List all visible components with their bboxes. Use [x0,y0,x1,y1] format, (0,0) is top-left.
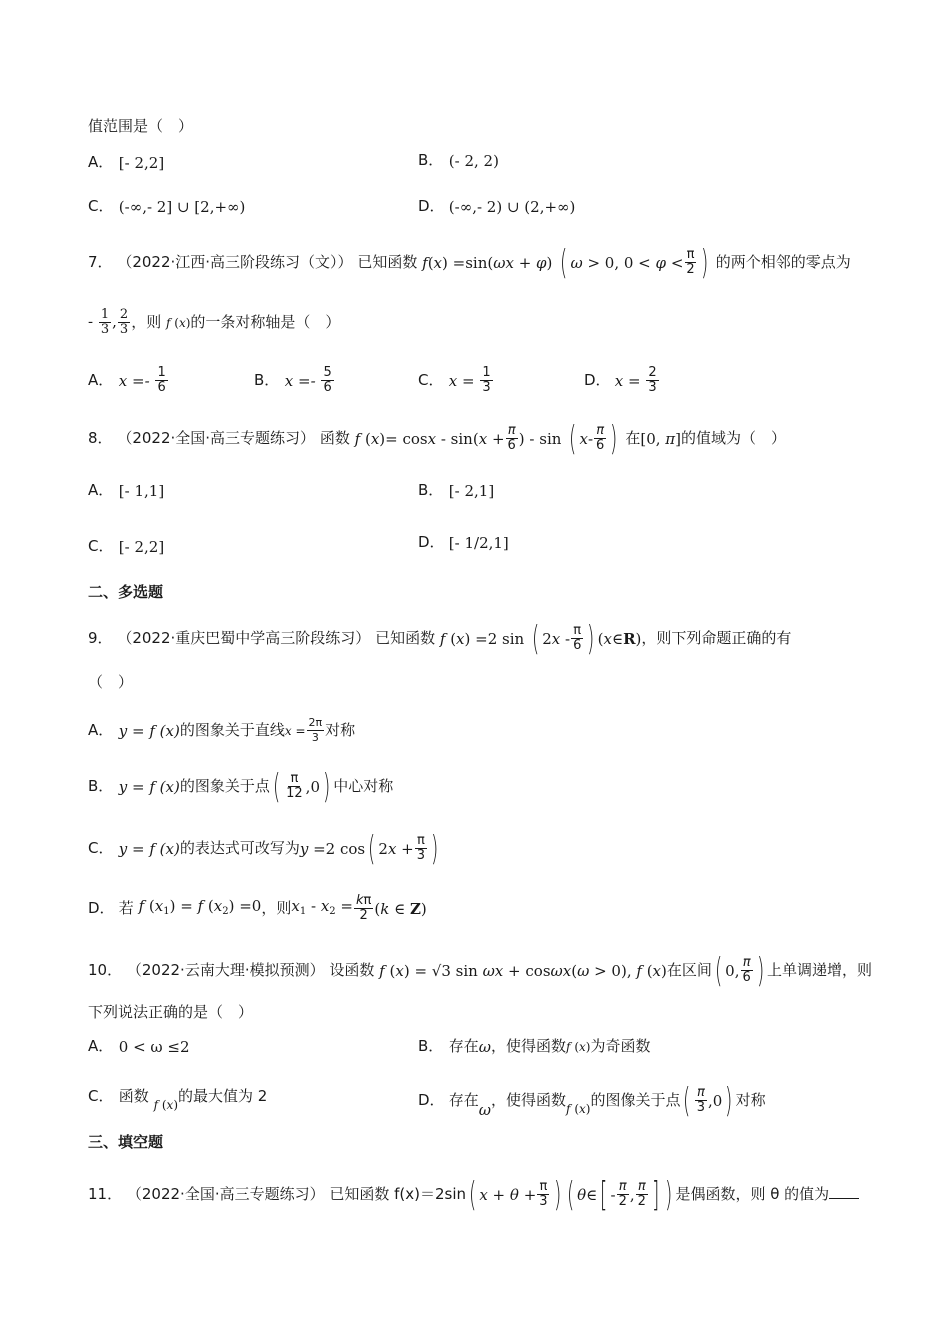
option-label: C． [88,197,114,215]
option-math: (-∞,- 2] ∪ [2,+∞) [118,197,246,216]
bracket-right: ] [651,1174,660,1215]
question-source: （2022·云南大理·模拟预测） [126,961,325,979]
question-source: （2022·全国·高三专题练习） [117,429,316,447]
option-label: C． [88,1087,114,1105]
option-text: ，则 [261,899,292,917]
frac-pi-6: $\frac{\pi}{6}$ [573,623,582,653]
q9-stem [88,618,792,659]
formula-fx-small: f (x) [153,1098,178,1112]
stem-text: 已知函数 f(x)＝2sin [329,1185,467,1203]
question-source: （2022·江西·高三阶段练习（文）） [117,253,353,271]
paren-right: ) [665,1174,673,1215]
q6-option-d[interactable] [418,196,575,217]
frac-pi-6: $\frac{\pi}{6}$ [507,423,516,453]
option-text: 为奇函数 [590,1037,651,1055]
stem-text: 上单调递增，则 [767,961,873,979]
stem-text: 在区间 [666,961,712,979]
frac-pi-2: $\frac{\pi}{2}$ [686,247,695,277]
option-math: [- 1,1] [118,481,165,500]
option-label: C． [418,371,444,389]
question-source: （2022·重庆巴蜀中学高三阶段练习） [117,629,371,647]
option-lhs: x = [448,371,475,390]
option-label: C． [88,537,114,555]
option-label: A． [88,371,114,389]
formula-x-eq: x = [284,723,306,738]
option-text: ，使得函数 [491,1037,567,1055]
paren-right: ) [700,242,708,283]
option-text: 的表达式可改写为 [179,839,300,857]
frac-pi-2: $\frac{\pi}{2}$ [637,1179,646,1209]
paren-left: ( [368,828,376,869]
bracket-left: [ [600,1174,608,1215]
paren-right: ) [322,766,331,807]
formula-arg: x + θ + [479,1185,537,1204]
option-pre: y = f (x) [118,777,180,796]
q10-option-a[interactable] [88,1036,190,1057]
q8-option-d[interactable] [418,532,509,553]
q8-option-b[interactable] [418,480,494,501]
frac-pi-2: $\frac{\pi}{2}$ [618,1179,627,1209]
stem-text: 是偶函数，则 θ 的值为 [675,1185,830,1203]
paren-left: ( [566,1174,575,1215]
q7-option-a[interactable] [88,366,169,395]
option-label: C． [88,839,114,857]
q9-stem-2: （ ） [88,673,134,691]
option-math: [- 2,2] [118,153,165,172]
q8-option-c[interactable] [88,536,164,557]
formula-cos: y =2 cos [299,839,366,858]
formula-fx-small: f (x) [566,1039,591,1054]
frac-pi-6: $\frac{\pi}{6}$ [742,955,751,985]
formula-fx: f (x) =2 sin [439,629,525,648]
question-number: 7． [88,253,113,271]
option-text: 的图象关于点 [179,777,270,795]
formula-x: x [579,429,588,448]
option-text: 的图象关于直线 [179,721,285,739]
formula-omega: ω [478,1037,492,1056]
option-post: 中心对称 [333,777,394,795]
q7-option-c[interactable] [418,366,494,395]
stem-text: ，则下列命题正确的有 [641,629,792,647]
q11-stem: 11． （2022·全国·高三专题练习） 已知函数 f(x)＝2sin( x + θ + $\frac{\pi}{3}$ ) ( θ∈[ - $\frac{\pi}{2}$ , $\frac{\pi}{2}$ ] ) 是偶函数，则 θ 的值为 [88,1180,859,1209]
option-math: 0 < ω ≤2 [118,1037,190,1056]
q9-option-c[interactable]: C． y = f (x)的表达式可改写为y =2 cos( 2x + $\frac{\pi}{3}$ ) [88,828,439,869]
option-pre: y = f (x) [118,839,180,858]
option-frac: $\frac{1}{6}$ [157,365,166,395]
paren-right: ) [725,1080,733,1121]
option-label: A． [88,481,114,499]
option-label: D． [418,533,445,551]
frac-kpi-2: $\frac{k\pi}{2}$ [356,893,372,923]
formula-zeros: - $\frac{1}{3}$ , $\frac{2}{3}$ [88,307,129,337]
q7-stem-2 [88,308,340,337]
formula-fx1-fx2: f $(x_1) = f$ $(x_2) =0$ [138,896,262,917]
option-frac: $\frac{1}{3}$ [482,365,491,395]
option-text: 的图像关于点 [590,1091,681,1109]
q7-option-d[interactable] [584,366,660,395]
paren-left: ( [560,242,568,283]
option-lhs: x =- [118,371,150,390]
option-text: 对称 [735,1091,766,1109]
formula-fx: f (x) = √3 sin ωx + cosωx(ω > 0), f (x) [379,961,667,980]
paren-left: ( [569,418,577,459]
stem-text: 已知函数 [375,629,436,647]
q8-option-a[interactable] [88,480,164,501]
question-number: 9． [88,629,113,647]
formula-f: f (x)= cosx - sin(x + [354,429,505,448]
option-label: B． [88,777,114,795]
option-label: B． [418,1037,444,1055]
question-source: （2022·全国·高三专题练习） [126,1185,325,1203]
paren-left: ( [272,766,281,807]
option-math: [- 1/2,1] [448,533,509,552]
paren-left: ( [531,618,540,659]
paren-right: ) [610,418,618,459]
frac-pi-3: $\frac{\pi}{3}$ [696,1085,706,1115]
option-label: B． [254,371,280,389]
q9-option-d[interactable] [88,894,427,923]
option-math: (-∞,- 2) ∪ (2,+∞) [448,197,576,216]
option-text: 函数 [118,1087,149,1105]
question-number: 11． [88,1185,123,1203]
formula-domain: (x∈R) [597,629,642,648]
option-label: A． [88,721,114,739]
formula-fx: f(x) =sin(ωx + φ) [422,253,553,272]
option-text: 存在 [448,1037,479,1055]
option-label: D． [418,1091,445,1109]
stem-text: 已知函数 [357,253,418,271]
q6-stem-tail: 值范围是（ ） [88,117,194,135]
q10-option-c[interactable] [88,1086,267,1115]
frac-pi-12: $\frac{\pi}{12}$ [286,771,303,801]
option-label: D． [584,371,611,389]
formula-interval: [0, π] [640,429,682,448]
q9-option-a[interactable] [88,716,355,745]
option-frac: $\frac{2}{3}$ [648,365,657,395]
paren-right: ) [431,828,439,869]
option-math: (- 2, 2) [448,151,499,170]
option-post: 对称 [325,721,356,739]
option-text: 的最大值为 2 [178,1087,268,1105]
option-text: ，使得函数 [491,1091,567,1109]
paren-left: ( [683,1080,691,1121]
option-frac: $\frac{5}{6}$ [323,365,332,395]
frac-pi-3: $\frac{\pi}{3}$ [416,833,426,863]
formula-f-2: ) - sin [518,429,562,448]
q6-option-a[interactable] [88,152,164,173]
stem-text: 在 [625,429,641,447]
option-lhs: x =- [284,371,316,390]
paren-right: ) [756,950,765,991]
formula-arg: 2x - [542,629,571,648]
option-label: D． [418,197,445,215]
formula-theta-range: θ∈ [577,1185,598,1204]
formula-omega: ω [478,1101,492,1119]
stem-text: 的两个相邻的零点为 [715,253,851,271]
q7-stem [88,242,851,283]
frac-pi-3: $\frac{\pi}{3}$ [539,1179,548,1209]
q10-option-d[interactable]: D． 存在ω，使得函数f (x)的图像关于点( $\frac{\pi}{3}$ ,0) 对称 [418,1080,766,1121]
option-lhs: x = [614,371,641,390]
stem-text: 设函数 [329,961,375,979]
option-pre: y = f (x) [118,721,180,740]
paren-left: ( [714,950,723,991]
q8-stem: 8． （2022·全国·高三专题练习） 函数 f (x)= cosx - sin(x + $\frac{\pi}{6}$ ) - sin ( x- $\frac{\pi}{6}$ ) 在[0, π]的值域为（ ） [88,418,787,459]
section-title-fill: 三、填空题 [88,1133,164,1151]
formula-fx-small: f (x) [165,315,191,330]
option-label: B． [418,151,444,169]
option-label: B． [418,481,444,499]
q9-option-b[interactable]: B． y = f (x)的图象关于点( $\frac{\pi}{12}$ ,0) 中心对称 [88,766,394,807]
q6-option-c[interactable] [88,196,245,217]
option-pre: 若 [118,899,134,917]
paren-right: ) [587,618,595,659]
paren-left: ( [469,1174,477,1215]
formula-k-z: (k ∈ Z) [374,899,427,918]
option-label: A． [88,153,114,171]
option-label: D． [88,899,115,917]
stem-text: 的值域为（ ） [681,429,787,447]
section-title-multi: 二、多选题 [88,583,164,601]
stem-text: ，则 [131,313,162,331]
option-label: A． [88,1037,114,1055]
answer-blank[interactable] [829,1184,859,1199]
option-text: 存在 [448,1091,479,1109]
question-number: 8． [88,429,113,447]
option-math: [- 2,1] [448,481,495,500]
question-number: 10． [88,961,123,979]
paren-right: ) [553,1174,561,1215]
q7-option-b[interactable] [254,366,335,395]
formula-x1-x2: $x_1 - x_2$ = [291,896,353,917]
frac-2pi-3: $\frac{2\pi}{3}$ [308,716,323,744]
q10-option-b[interactable] [418,1036,650,1057]
formula-fx-small: f (x) [566,1102,591,1116]
stem-text: 的一条对称轴是（ ） [190,313,341,331]
stem-text: 函数 [319,429,350,447]
frac-pi-6: $\frac{\pi}{6}$ [596,423,605,453]
option-math: [- 2,2] [118,537,165,556]
formula-cond: ω > 0, 0 < φ < [570,253,684,272]
q10-stem: 10． （2022·云南大理·模拟预测） 设函数 f (x) = √3 sin ωx + cosωx(ω > 0), f (x)在区间( 0, $\frac{\pi}{6}$ ) 上单调递增，则 [88,950,873,991]
q6-option-b[interactable] [418,150,499,171]
q10-stem-2: 下列说法正确的是（ ） [88,1003,254,1021]
